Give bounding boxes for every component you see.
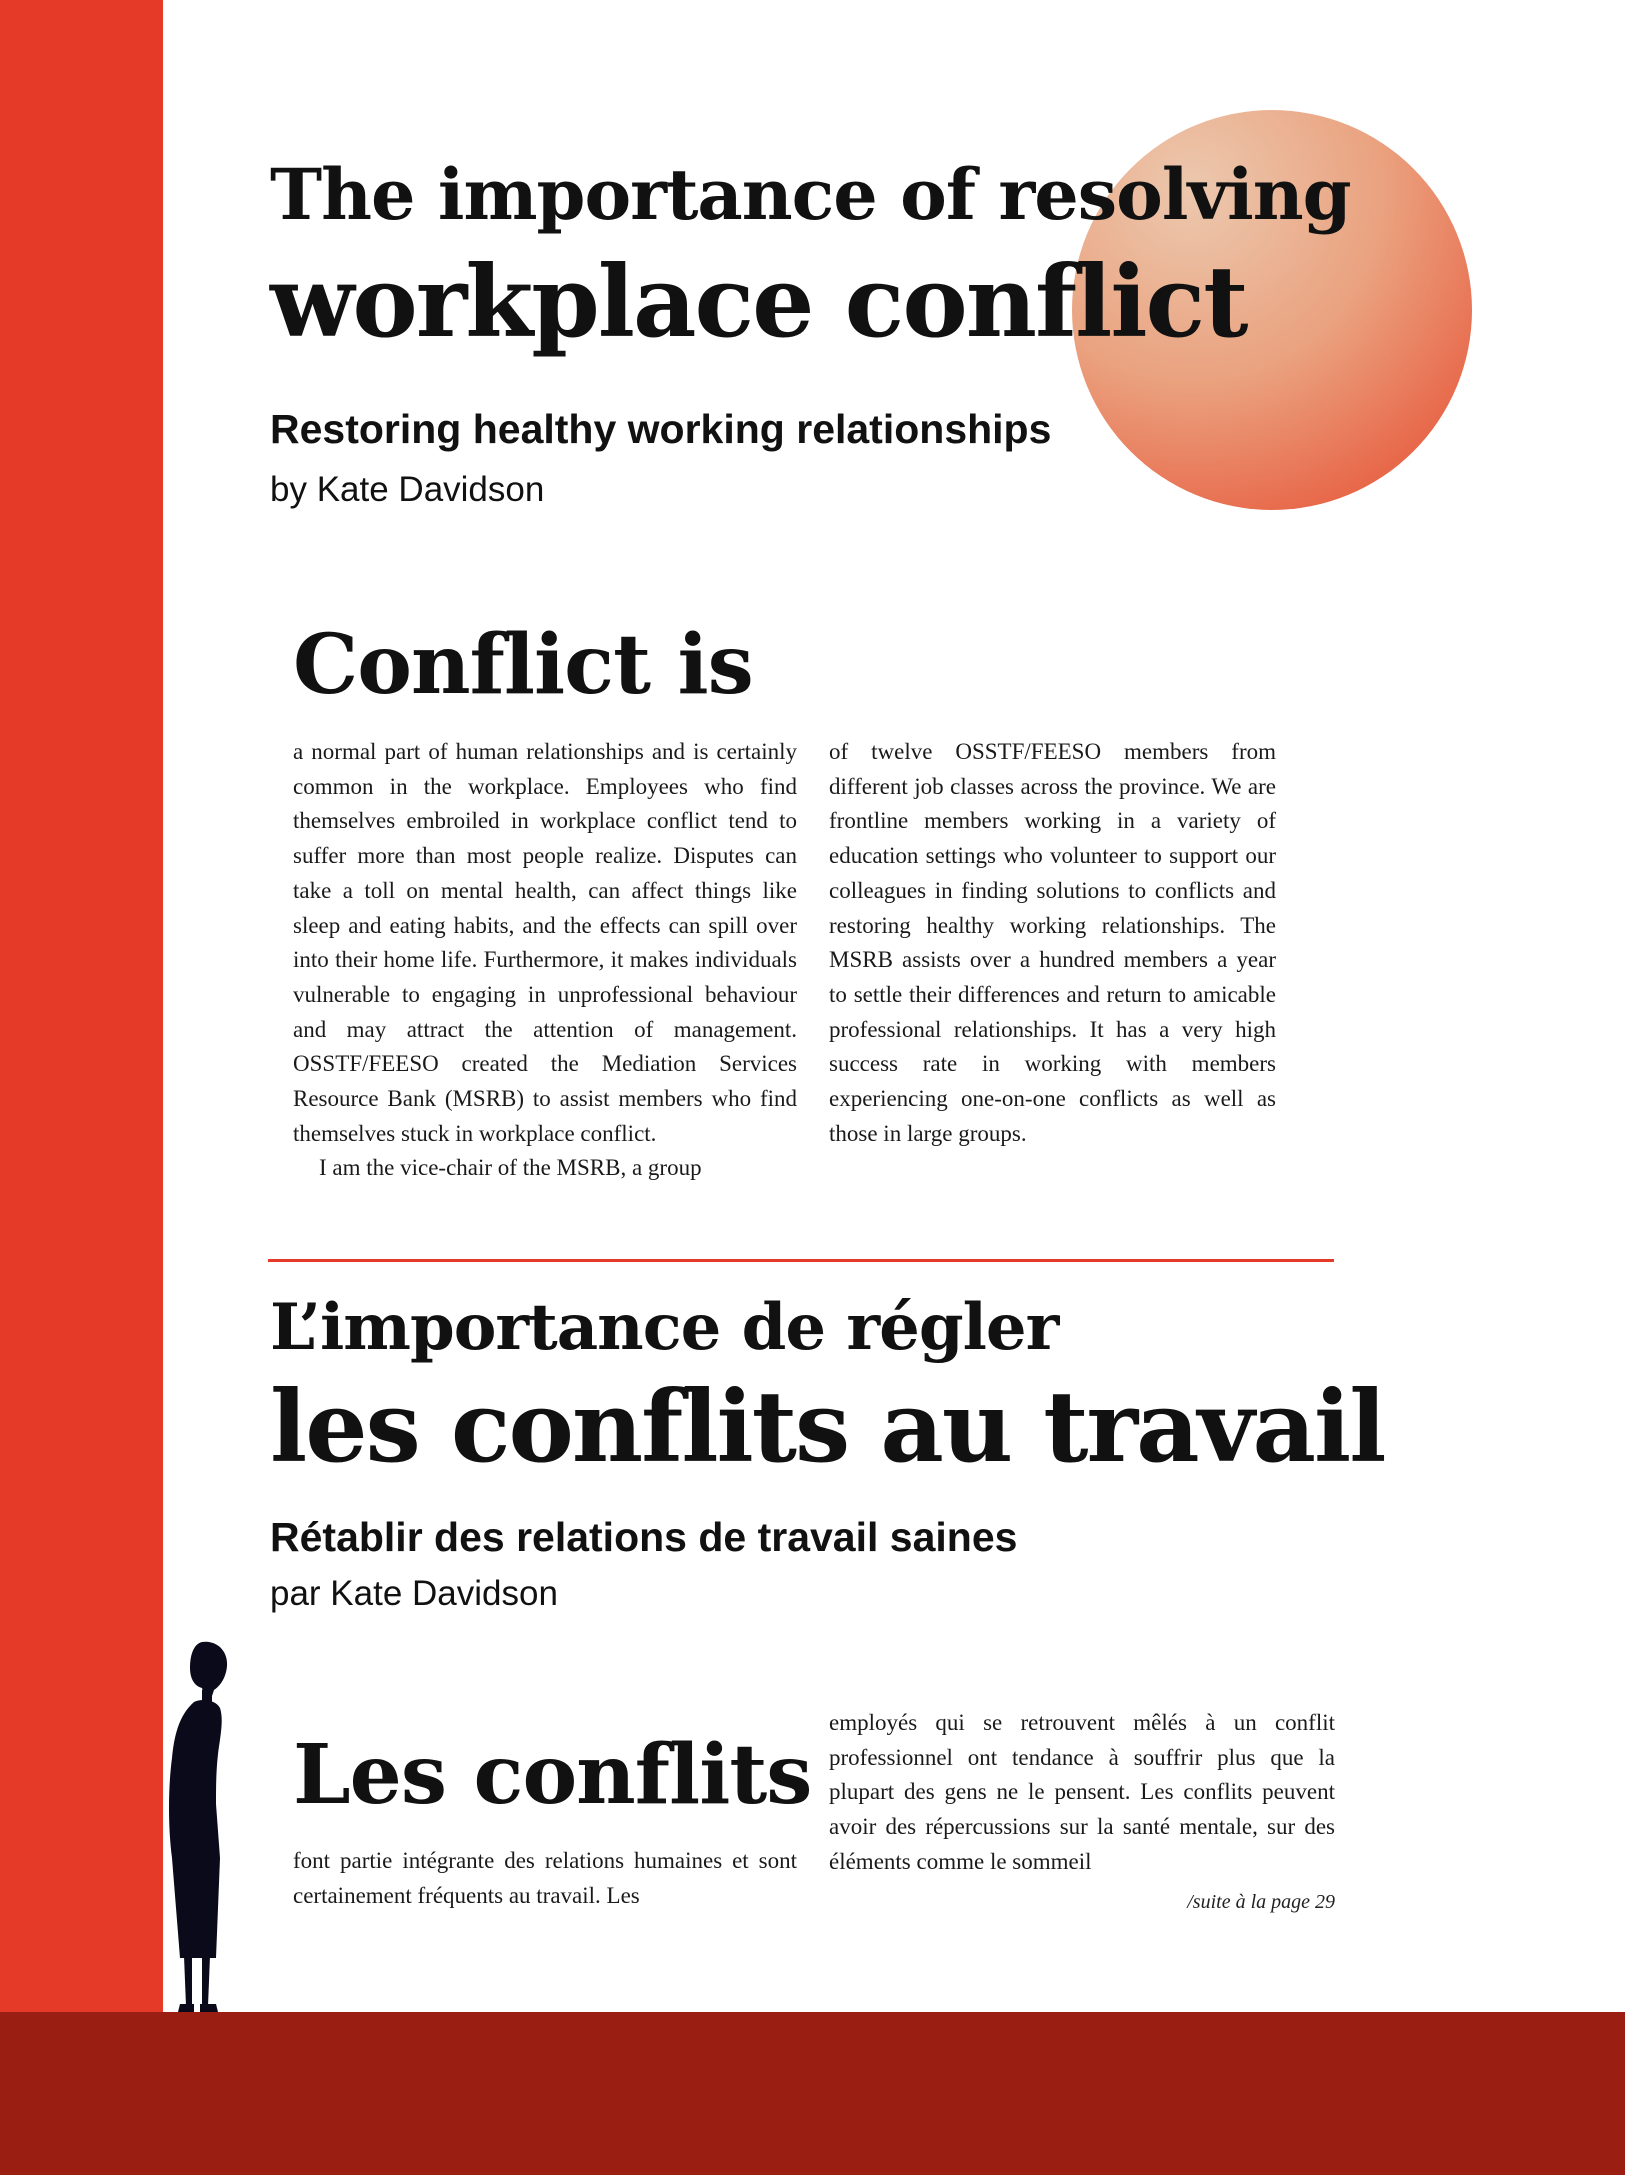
article-column-fr-1 (293, 1844, 797, 1913)
continued-note[interactable]: /suite à la page 29 (1187, 1891, 1335, 1913)
byline-fr: par Kate Davidson (270, 1574, 558, 1613)
headline-fr-line1: L’importance de régler (270, 1290, 1059, 1365)
headline-en-line2: workplace conflict (270, 245, 1247, 360)
paragraph: employés qui se retrouvent mêlés à un conflit professionnel ont tendance à souffrir plus que la plupart des gens ne le pensent. Les conflits peuvent avoir des répercussions sur la santé mentale, sur des éléments comme le sommeil (829, 1710, 1335, 1874)
subtitle-fr: Rétablir des relations de travail saines (270, 1514, 1018, 1560)
paragraph: font partie intégrante des relations humaines et sont certainement fréquents au travail. Les (293, 1848, 797, 1908)
article-column-en-2 (829, 735, 1276, 1151)
section-divider (268, 1259, 1334, 1262)
paragraph: I am the vice-chair of the MSRB, a group (319, 1155, 702, 1181)
lead-words-fr: Les conflits (293, 1727, 812, 1823)
subtitle-en: Restoring healthy working relationships (270, 406, 1052, 452)
byline-en: by Kate Davidson (270, 470, 545, 509)
headline-fr-line2: les conflits au travail (270, 1370, 1385, 1485)
paragraph: of twelve OSSTF/FEESO members from different job classes across the province. We are frontline members working in a variety of education settings who volunteer to support our colleagues in finding solutions to conflicts and restoring healthy working relationships. The MSRB assists over a hundred members a year to settle their differences and return to amicable professional relationships. It has a very high success rate in working with members experiencing one-on-one conflicts as well as those in large groups. (829, 739, 1276, 1146)
woman-silhouette-icon (158, 1638, 238, 2018)
headline-en-line1: The importance of resolving (270, 153, 1351, 236)
left-accent-bar (0, 0, 163, 2012)
lead-words-en: Conflict is (293, 617, 753, 713)
article-column-en-1 (293, 735, 797, 1186)
bottom-band (0, 2012, 1625, 2175)
paragraph: a normal part of human relationships and is certainly common in the workplace. Employees who find themselves embroiled in workplace conflict tend to suffer more than most people realize. Disputes can take a toll on mental health, can affect things like sleep and eating habits, and the effects can spill over into their home life. Furthermore, it makes individuals vulnerable to engaging in unprofessional behaviour and may attract the attention of management. OSSTF/FEESO created the Mediation Services Resource Bank (MSRB) to assist members who find themselves stuck in workplace conflict. (293, 739, 797, 1146)
article-column-fr-2 (829, 1706, 1335, 1880)
